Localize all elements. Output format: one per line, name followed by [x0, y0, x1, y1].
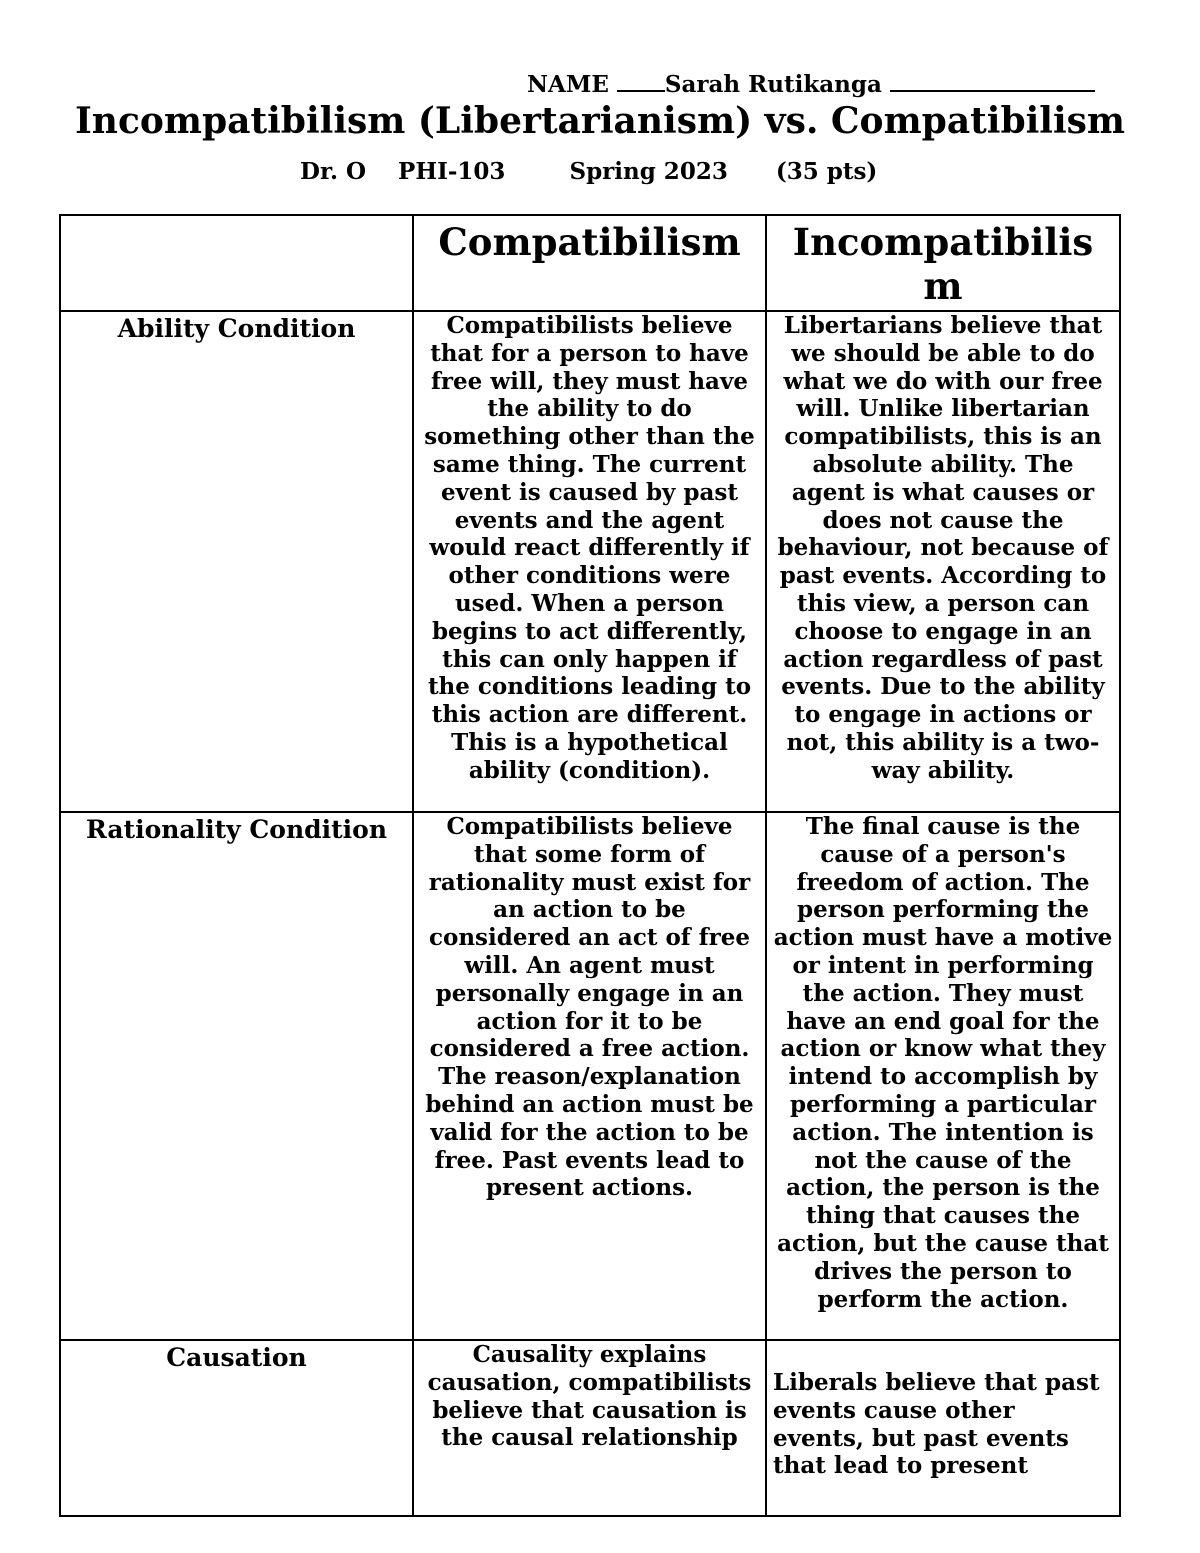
- name-blank-left: [617, 68, 665, 92]
- term: Spring 2023: [569, 158, 728, 185]
- row-label-ability: Ability Condition: [60, 311, 413, 812]
- table-row: [60, 1340, 1120, 1516]
- header-incompatibilism: Incompatibilis m: [766, 215, 1120, 311]
- name-line: [527, 68, 1107, 98]
- row-label-rationality: Rationality Condition: [60, 812, 413, 1340]
- cell-causation-compatibilism: Causality explains causation, compatibilists believe that causation is the causal relationship: [413, 1340, 766, 1516]
- header-cell-empty: [60, 215, 413, 311]
- cell-rationality-incompatibilism: The final cause is the cause of a person's freedom of action. The person performing the action must have a motive or intent in performing the action. They must have an end goal for the action or know what they intend to accomplish by performing a particular action. The intention is not the cause of the action, the person is the thing that causes the action, but the cause that drives the person to perform the action.: [766, 812, 1120, 1340]
- table-header-row: [60, 215, 1120, 311]
- points: (35 pts): [775, 158, 878, 185]
- table-row: [60, 311, 1120, 812]
- cell-ability-incompatibilism: Libertarians believe that we should be able to do what we do with our free will. Unlike libertarian compatibilists, this is an absolute ability. The agent is what causes or does not cause the behaviour, not because of past events. According to this view, a person can choose to engage in an action regardless of past events. Due to the ability to engage in actions or not, this ability is a two-way ability.: [766, 311, 1120, 812]
- cell-causation-incompatibilism: Liberals believe that past events cause other events, but past events that lead to present: [766, 1340, 1120, 1516]
- comparison-table: [59, 214, 1121, 1517]
- document-title: Incompatibilism (Libertarianism) vs. Compatibilism: [74, 100, 1126, 142]
- student-name: Sarah Rutikanga: [664, 71, 882, 98]
- name-blank-right: [890, 68, 1095, 92]
- course-info: [300, 158, 1000, 185]
- table-row: [60, 812, 1120, 1340]
- cell-ability-compatibilism: Compatibilists believe that for a person to have free will, they must have the ability to do something other than the same thing. The current event is caused by past events and the agent would react differently if other conditions were used. When a person begins to act differently, this can only happen if the conditions leading to this action are different. This is a hypothetical ability (condition).: [413, 311, 766, 812]
- instructor: Dr. O: [300, 158, 367, 185]
- header-compatibilism: Compatibilism: [413, 215, 766, 311]
- row-label-causation: Causation: [60, 1340, 413, 1516]
- course-code: PHI-103: [398, 158, 506, 185]
- name-label: NAME: [527, 71, 609, 98]
- cell-rationality-compatibilism: Compatibilists believe that some form of rationality must exist for an action to be considered an act of free will. An agent must personally engage in an action for it to be considered a free action. The reason/explanation behind an action must be valid for the action to be free. Past events lead to present actions.: [413, 812, 766, 1340]
